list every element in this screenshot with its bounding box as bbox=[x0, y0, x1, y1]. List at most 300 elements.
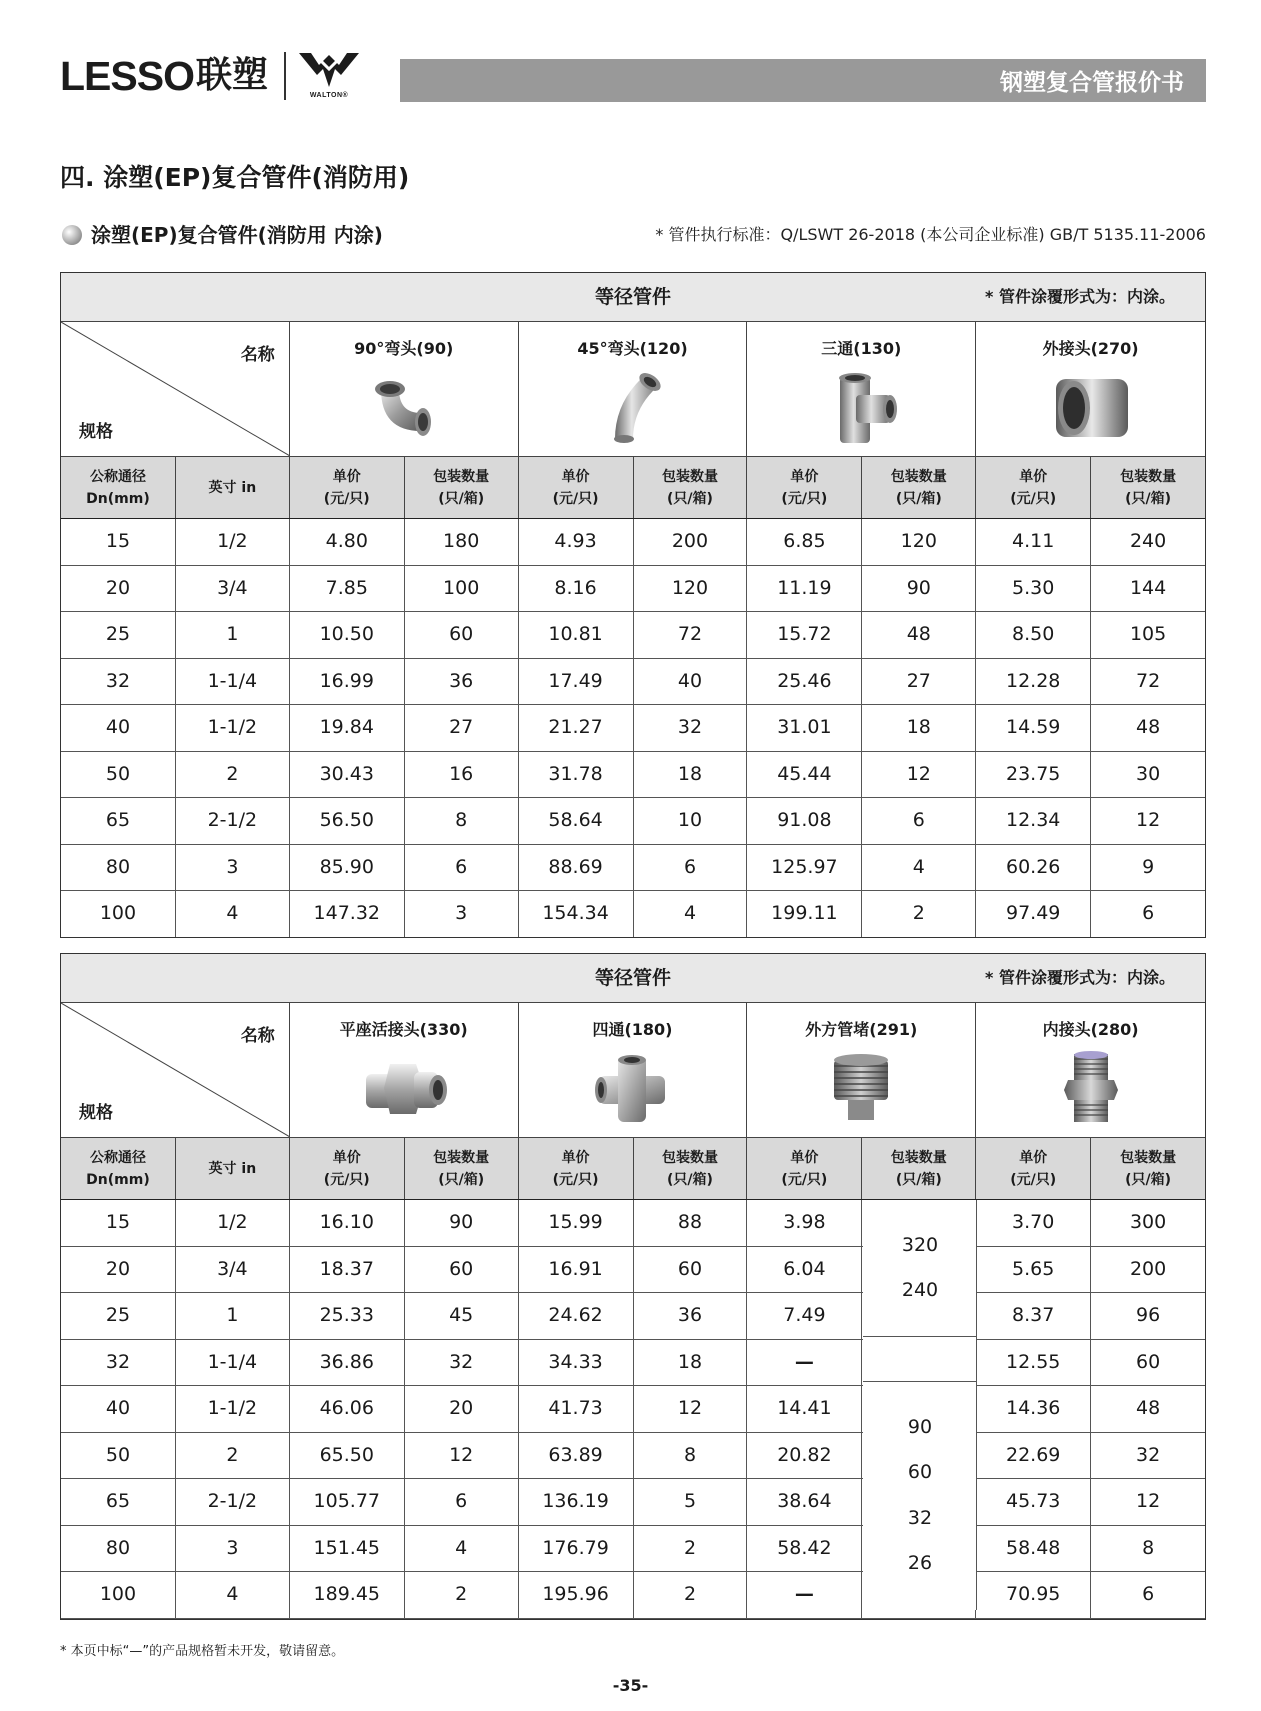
dn-label: 公称通径 bbox=[89, 1149, 146, 1166]
column-header-row bbox=[61, 1138, 1205, 1200]
inch-header: 英寸 in bbox=[176, 457, 290, 518]
price-unit: (元/只) bbox=[781, 490, 828, 507]
table-cell: 4 bbox=[176, 1572, 290, 1618]
table-cell: 25.46 bbox=[747, 659, 862, 705]
tee-icon bbox=[816, 369, 906, 447]
table-cell: 20.82 bbox=[747, 1433, 862, 1479]
table-cell: 2 bbox=[634, 1572, 748, 1618]
table-cell: 24.62 bbox=[519, 1293, 634, 1339]
table-cell: 19.84 bbox=[290, 705, 405, 751]
table-cell: 12 bbox=[1136, 1490, 1161, 1512]
table-cell: 16 bbox=[405, 752, 519, 798]
table-cell: 22.69 bbox=[976, 1433, 1091, 1479]
table-cell: 200 bbox=[1129, 1257, 1167, 1280]
qty-unit: (只/箱) bbox=[667, 1171, 713, 1188]
table-cell: 27 bbox=[405, 705, 519, 751]
table-cell: 12 bbox=[634, 1386, 748, 1432]
document-title-bar bbox=[400, 59, 1206, 102]
table-row bbox=[61, 1293, 1205, 1340]
table-cell: 31.01 bbox=[747, 705, 862, 751]
qty-unit: (只/箱) bbox=[895, 1171, 942, 1188]
table-cell: 189.45 bbox=[290, 1572, 405, 1618]
table-cell: 2-1/2 bbox=[176, 1479, 290, 1525]
elbow-45-icon bbox=[587, 369, 677, 447]
table-row bbox=[61, 1247, 1205, 1294]
product-row bbox=[61, 1003, 1205, 1138]
logo-divider bbox=[284, 52, 286, 100]
table-cell: 11.19 bbox=[747, 566, 862, 612]
table-cell: 1-1/2 bbox=[176, 705, 290, 751]
coating-note: * 管件涂覆形式为：内涂。 bbox=[985, 968, 1175, 987]
plug-qty-value: 60 bbox=[907, 1461, 933, 1483]
table-cell: 18.37 bbox=[290, 1247, 405, 1293]
table-cell: 10.50 bbox=[290, 612, 405, 658]
bullet-icon bbox=[62, 225, 82, 245]
table-cell: 15.72 bbox=[747, 612, 862, 658]
dn-unit: Dn(mm) bbox=[86, 1171, 150, 1188]
merged-cell-divider bbox=[863, 1336, 977, 1337]
column-header-row bbox=[61, 457, 1205, 519]
subtitle-row bbox=[60, 220, 1206, 250]
table-cell: 32 bbox=[634, 705, 748, 751]
table-cell: 10 bbox=[634, 798, 748, 844]
table-cell: 14.59 bbox=[976, 705, 1091, 751]
table-cell: 4 bbox=[862, 845, 976, 891]
table-cell: 8.16 bbox=[519, 566, 634, 612]
table-cell: 30.43 bbox=[290, 752, 405, 798]
table-cell: 5.65 bbox=[976, 1247, 1091, 1293]
price-unit: (元/只) bbox=[781, 1171, 828, 1188]
page-number: -35- bbox=[612, 1676, 649, 1695]
spec-label: 规格 bbox=[79, 422, 113, 442]
table-cell: 88 bbox=[634, 1200, 748, 1246]
table-cell: 70.95 bbox=[976, 1572, 1091, 1618]
table-cell: 120 bbox=[634, 566, 748, 612]
table-cell: 1-1/2 bbox=[176, 1386, 290, 1432]
qty-label: 包装数量 bbox=[890, 468, 947, 485]
table-cell: 1/2 bbox=[176, 1200, 290, 1246]
table-cell: 58.64 bbox=[519, 798, 634, 844]
table-cell: 3 bbox=[176, 1526, 290, 1572]
price-header bbox=[747, 457, 862, 518]
table-cell: 21.27 bbox=[519, 705, 634, 751]
table-cell: 48 bbox=[1136, 1397, 1161, 1419]
table-cell: 96 bbox=[1136, 1304, 1161, 1326]
table-cell: 18 bbox=[862, 705, 976, 751]
table-row bbox=[61, 659, 1205, 706]
table-cell: 18 bbox=[634, 752, 748, 798]
table-cell: 3/4 bbox=[176, 566, 290, 612]
table-cell: 7.85 bbox=[290, 566, 405, 612]
table-cell: 3/4 bbox=[176, 1247, 290, 1293]
product-cell-union bbox=[290, 1003, 519, 1137]
table-cell: 58.42 bbox=[747, 1526, 862, 1572]
plug-qty-value: 320 bbox=[901, 1233, 939, 1256]
table-cell: 1-1/4 bbox=[176, 1340, 290, 1386]
table-cell: 40 bbox=[634, 659, 748, 705]
price-unit: (元/只) bbox=[323, 490, 370, 507]
table-cell: 20 bbox=[61, 1247, 176, 1293]
table-cell: 40 bbox=[61, 705, 176, 751]
table-cell: 3.70 bbox=[976, 1200, 1091, 1246]
table-cell: 60 bbox=[405, 612, 519, 658]
qty-label: 包装数量 bbox=[1120, 1149, 1177, 1166]
qty-header bbox=[405, 457, 519, 518]
product-name: 三通(130) bbox=[821, 339, 902, 358]
table-cell: 27 bbox=[862, 659, 976, 705]
price-unit: (元/只) bbox=[552, 490, 599, 507]
table-cell: 12 bbox=[1136, 809, 1161, 831]
qty-header bbox=[634, 1138, 748, 1199]
price-header bbox=[976, 1138, 1091, 1199]
table-cell: 4.80 bbox=[290, 519, 405, 565]
table-cell: 90 bbox=[862, 566, 976, 612]
product-name: 四通(180) bbox=[592, 1020, 673, 1039]
table-cell: 58.48 bbox=[976, 1526, 1091, 1572]
table-cell: 12.34 bbox=[976, 798, 1091, 844]
table-cell: 3 bbox=[405, 891, 519, 937]
product-cell-nipple bbox=[976, 1003, 1205, 1137]
price-header bbox=[747, 1138, 862, 1199]
table-cell: 32 bbox=[61, 659, 176, 705]
table-cell: 2-1/2 bbox=[176, 798, 290, 844]
table-cell: 6 bbox=[862, 798, 976, 844]
price-header bbox=[519, 457, 634, 518]
table-cell: 45 bbox=[405, 1293, 519, 1339]
table-cell: 30 bbox=[1136, 762, 1161, 785]
table-cell: 45.44 bbox=[747, 752, 862, 798]
table-cell: 2 bbox=[176, 1433, 290, 1479]
table-cell: 60.26 bbox=[976, 845, 1091, 891]
table-cell: 3 bbox=[176, 845, 290, 891]
table-cell: 8.50 bbox=[976, 612, 1091, 658]
table-cell: 50 bbox=[61, 1433, 176, 1479]
qty-header bbox=[634, 457, 748, 518]
logo-chinese-name: 联塑 bbox=[195, 55, 268, 96]
table-cell: 36 bbox=[634, 1293, 748, 1339]
qty-label: 包装数量 bbox=[890, 1149, 947, 1166]
table-cell: 32 bbox=[405, 1340, 519, 1386]
qty-unit: (只/箱) bbox=[667, 490, 713, 507]
table-cell: 80 bbox=[61, 1526, 176, 1572]
table-cell: 63.89 bbox=[519, 1433, 634, 1479]
table-title: 等径管件 bbox=[594, 286, 671, 308]
table-row bbox=[61, 1572, 1205, 1619]
table-cell: 15.99 bbox=[519, 1200, 634, 1246]
table-cell: 20 bbox=[61, 566, 176, 612]
table-cell: 200 bbox=[634, 519, 748, 565]
brand-logo bbox=[60, 52, 362, 100]
table-cell: 1/2 bbox=[176, 519, 290, 565]
table-cell: 36.86 bbox=[290, 1340, 405, 1386]
table-cell: 144 bbox=[1129, 576, 1167, 599]
table-cell: — bbox=[747, 1572, 862, 1618]
table-cell: 136.19 bbox=[519, 1479, 634, 1525]
table-body bbox=[61, 519, 1205, 937]
dn-label: 公称通径 bbox=[89, 468, 146, 485]
inch-header: 英寸 in bbox=[176, 1138, 290, 1199]
table-cell: 25 bbox=[61, 612, 176, 658]
dn-header bbox=[61, 457, 176, 518]
table-cell: 72 bbox=[634, 612, 748, 658]
table-row bbox=[61, 891, 1205, 937]
table-cell: 60 bbox=[1136, 1350, 1161, 1373]
qty-unit: (只/箱) bbox=[1125, 490, 1172, 507]
diagonal-header-cell bbox=[61, 322, 290, 456]
table-cell: 14.36 bbox=[976, 1386, 1091, 1432]
table-cell: 6 bbox=[1142, 1583, 1155, 1605]
table-row bbox=[61, 705, 1205, 752]
table-cell: 14.41 bbox=[747, 1386, 862, 1432]
table-cell: 100 bbox=[405, 566, 519, 612]
table-row bbox=[61, 1433, 1205, 1480]
price-header bbox=[290, 457, 405, 518]
table-cell: 34.33 bbox=[519, 1340, 634, 1386]
table-cell: 25 bbox=[61, 1293, 176, 1339]
price-label: 单价 bbox=[332, 1149, 361, 1166]
table-cell: 15 bbox=[61, 1200, 176, 1246]
product-cell-elbow-90 bbox=[290, 322, 519, 456]
price-label: 单价 bbox=[1019, 1149, 1048, 1166]
table-cell: 5.30 bbox=[976, 566, 1091, 612]
plug-qty-column bbox=[863, 1200, 977, 1610]
qty-unit: (只/箱) bbox=[1125, 1171, 1172, 1188]
standard-note: * 管件执行标准：Q/LSWT 26-2018 (本公司企业标准) GB/T 5135.11-2006 bbox=[655, 225, 1206, 244]
table-cell: 40 bbox=[61, 1386, 176, 1432]
product-cell-plug bbox=[747, 1003, 976, 1137]
name-label: 名称 bbox=[240, 345, 275, 365]
table-cell: 18 bbox=[634, 1340, 748, 1386]
table-cell: 90 bbox=[405, 1200, 519, 1246]
price-table-2 bbox=[60, 953, 1206, 1620]
table-cell: 65 bbox=[61, 798, 176, 844]
table-cell: 60 bbox=[405, 1247, 519, 1293]
table-cell: 4 bbox=[634, 891, 748, 937]
table-cell: 45.73 bbox=[976, 1479, 1091, 1525]
table-cell: 8 bbox=[634, 1433, 748, 1479]
table-cell: 8 bbox=[1142, 1536, 1155, 1559]
table-cell: 2 bbox=[176, 752, 290, 798]
qty-label: 包装数量 bbox=[433, 468, 490, 485]
price-header bbox=[519, 1138, 634, 1199]
subsection-title: 涂塑(EP)复合管件(消防用 内涂) bbox=[91, 223, 383, 247]
product-name: 内接头(280) bbox=[1042, 1020, 1139, 1039]
plug-qty-value: 26 bbox=[907, 1552, 933, 1574]
table-cell: 2 bbox=[405, 1572, 519, 1618]
table-cell: 23.75 bbox=[976, 752, 1091, 798]
price-label: 单价 bbox=[790, 468, 819, 485]
table-cell: 50 bbox=[61, 752, 176, 798]
qty-label: 包装数量 bbox=[661, 1149, 718, 1166]
table-cell: 9 bbox=[1142, 855, 1155, 878]
table-row bbox=[61, 798, 1205, 845]
table-cell: 3.98 bbox=[747, 1200, 862, 1246]
table-cell: 12 bbox=[405, 1433, 519, 1479]
product-cell-tee bbox=[747, 322, 976, 456]
section-title: 四. 涂塑(EP)复合管件(消防用) bbox=[60, 163, 410, 192]
plug-icon bbox=[816, 1050, 906, 1128]
table-cell: 5 bbox=[634, 1479, 748, 1525]
table-cell: 17.49 bbox=[519, 659, 634, 705]
table-row bbox=[61, 752, 1205, 799]
table-cell: 1 bbox=[176, 612, 290, 658]
table-cell: 105 bbox=[1129, 623, 1167, 645]
qty-unit: (只/箱) bbox=[438, 1171, 485, 1188]
diagonal-header-cell bbox=[61, 1003, 290, 1137]
table-cell: 85.90 bbox=[290, 845, 405, 891]
table-cell: 4 bbox=[405, 1526, 519, 1572]
table-cell: 195.96 bbox=[519, 1572, 634, 1618]
elbow-90-icon bbox=[359, 369, 449, 447]
dn-header bbox=[61, 1138, 176, 1199]
table-row bbox=[61, 1200, 1205, 1247]
table-row bbox=[61, 612, 1205, 659]
qty-header bbox=[1091, 457, 1205, 518]
table-cell: 120 bbox=[862, 519, 976, 565]
table-cell: 48 bbox=[1136, 716, 1161, 738]
price-unit: (元/只) bbox=[1010, 1171, 1057, 1188]
logo-text: LESSO bbox=[60, 53, 194, 99]
table-cell: 6 bbox=[1142, 902, 1155, 924]
table-cell: 12 bbox=[862, 752, 976, 798]
price-label: 单价 bbox=[1019, 468, 1048, 485]
table-row bbox=[61, 1386, 1205, 1433]
table-cell: 1 bbox=[176, 1293, 290, 1339]
qty-unit: (只/箱) bbox=[438, 490, 485, 507]
table-row bbox=[61, 1340, 1205, 1387]
price-unit: (元/只) bbox=[1010, 490, 1057, 507]
qty-header bbox=[1091, 1138, 1205, 1199]
qty-header bbox=[862, 1138, 976, 1199]
name-label: 名称 bbox=[240, 1026, 275, 1046]
table-cell: 12.28 bbox=[976, 659, 1091, 705]
table-cell: 6.04 bbox=[747, 1247, 862, 1293]
table-title: 等径管件 bbox=[594, 967, 671, 989]
coupling-icon bbox=[1046, 369, 1136, 447]
price-unit: (元/只) bbox=[323, 1171, 370, 1188]
price-unit: (元/只) bbox=[552, 1171, 599, 1188]
qty-header bbox=[405, 1138, 519, 1199]
product-cell-coupling bbox=[976, 322, 1205, 456]
table-cell: 32 bbox=[1136, 1443, 1161, 1466]
walton-logo-icon bbox=[296, 49, 362, 103]
plug-qty-value: 240 bbox=[901, 1279, 939, 1301]
table-cell: 2 bbox=[862, 891, 976, 937]
table-cell: 41.73 bbox=[519, 1386, 634, 1432]
product-cell-cross bbox=[519, 1003, 748, 1137]
qty-header bbox=[862, 457, 976, 518]
product-cell-elbow-45 bbox=[519, 322, 748, 456]
table-cell: 80 bbox=[61, 845, 176, 891]
table-cell: 36 bbox=[405, 659, 519, 705]
qty-label: 包装数量 bbox=[433, 1149, 490, 1166]
dn-unit: Dn(mm) bbox=[86, 490, 150, 507]
union-icon bbox=[354, 1050, 454, 1128]
product-name: 平座活接头(330) bbox=[339, 1020, 468, 1039]
product-row bbox=[61, 322, 1205, 457]
table-cell: 91.08 bbox=[747, 798, 862, 844]
table-cell: 4.93 bbox=[519, 519, 634, 565]
table-cell: 60 bbox=[634, 1247, 748, 1293]
merged-cell-divider bbox=[863, 1381, 977, 1382]
price-header bbox=[976, 457, 1091, 518]
table-cell: 38.64 bbox=[747, 1479, 862, 1525]
footnote: * 本页中标“—”的产品规格暂未开发，敬请留意。 bbox=[60, 1644, 345, 1659]
table-row bbox=[61, 519, 1205, 566]
table-cell: 147.32 bbox=[290, 891, 405, 937]
price-table-1 bbox=[60, 272, 1206, 938]
table-cell: 65.50 bbox=[290, 1433, 405, 1479]
table-cell: 6 bbox=[405, 845, 519, 891]
table-cell: 15 bbox=[61, 519, 176, 565]
table-cell: 20 bbox=[405, 1386, 519, 1432]
table-cell: 300 bbox=[1129, 1211, 1167, 1233]
table-row bbox=[61, 1526, 1205, 1573]
table-header bbox=[61, 273, 1205, 322]
table-cell: 2 bbox=[634, 1526, 748, 1572]
qty-label: 包装数量 bbox=[661, 468, 718, 485]
table-cell: 6 bbox=[405, 1479, 519, 1525]
table-cell: 12.55 bbox=[976, 1340, 1091, 1386]
table-cell: 1-1/4 bbox=[176, 659, 290, 705]
table-cell: 4.11 bbox=[976, 519, 1091, 565]
plug-qty-value: 90 bbox=[907, 1415, 933, 1438]
table-cell: 46.06 bbox=[290, 1386, 405, 1432]
table-cell: 240 bbox=[1129, 530, 1167, 552]
nipple-icon bbox=[1046, 1050, 1136, 1128]
table-cell: 65 bbox=[61, 1479, 176, 1525]
price-header bbox=[290, 1138, 405, 1199]
product-name: 90°弯头(90) bbox=[354, 339, 454, 358]
table-cell: 16.91 bbox=[519, 1247, 634, 1293]
table-cell: 125.97 bbox=[747, 845, 862, 891]
table-row bbox=[61, 845, 1205, 892]
table-cell: 176.79 bbox=[519, 1526, 634, 1572]
table-cell: 180 bbox=[405, 519, 519, 565]
table-row bbox=[61, 566, 1205, 613]
product-name: 外方管堵(291) bbox=[805, 1020, 918, 1039]
qty-unit: (只/箱) bbox=[895, 490, 942, 507]
table-cell: 31.78 bbox=[519, 752, 634, 798]
table-body bbox=[61, 1200, 1205, 1619]
table-cell: 25.33 bbox=[290, 1293, 405, 1339]
table-row bbox=[61, 1479, 1205, 1526]
walton-text: WALTON® bbox=[309, 92, 349, 99]
price-label: 单价 bbox=[790, 1149, 819, 1166]
coating-note: * 管件涂覆形式为：内涂。 bbox=[985, 287, 1175, 306]
table-header bbox=[61, 954, 1205, 1003]
table-cell: 48 bbox=[862, 612, 976, 658]
qty-label: 包装数量 bbox=[1120, 468, 1177, 485]
table-cell: 6 bbox=[634, 845, 748, 891]
table-cell: 16.10 bbox=[290, 1200, 405, 1246]
table-cell: — bbox=[747, 1340, 862, 1386]
table-cell: 100 bbox=[61, 891, 176, 937]
table-cell: 16.99 bbox=[290, 659, 405, 705]
table-cell: 72 bbox=[1136, 669, 1161, 692]
price-label: 单价 bbox=[561, 1149, 590, 1166]
table-cell: 105.77 bbox=[290, 1479, 405, 1525]
table-cell: 10.81 bbox=[519, 612, 634, 658]
table-cell: 6.85 bbox=[747, 519, 862, 565]
table-cell: 151.45 bbox=[290, 1526, 405, 1572]
spec-label: 规格 bbox=[79, 1103, 113, 1123]
plug-qty-value: 32 bbox=[907, 1506, 933, 1529]
price-label: 单价 bbox=[561, 468, 590, 485]
product-name: 外接头(270) bbox=[1042, 339, 1139, 358]
table-cell: 8 bbox=[405, 798, 519, 844]
table-cell: 56.50 bbox=[290, 798, 405, 844]
